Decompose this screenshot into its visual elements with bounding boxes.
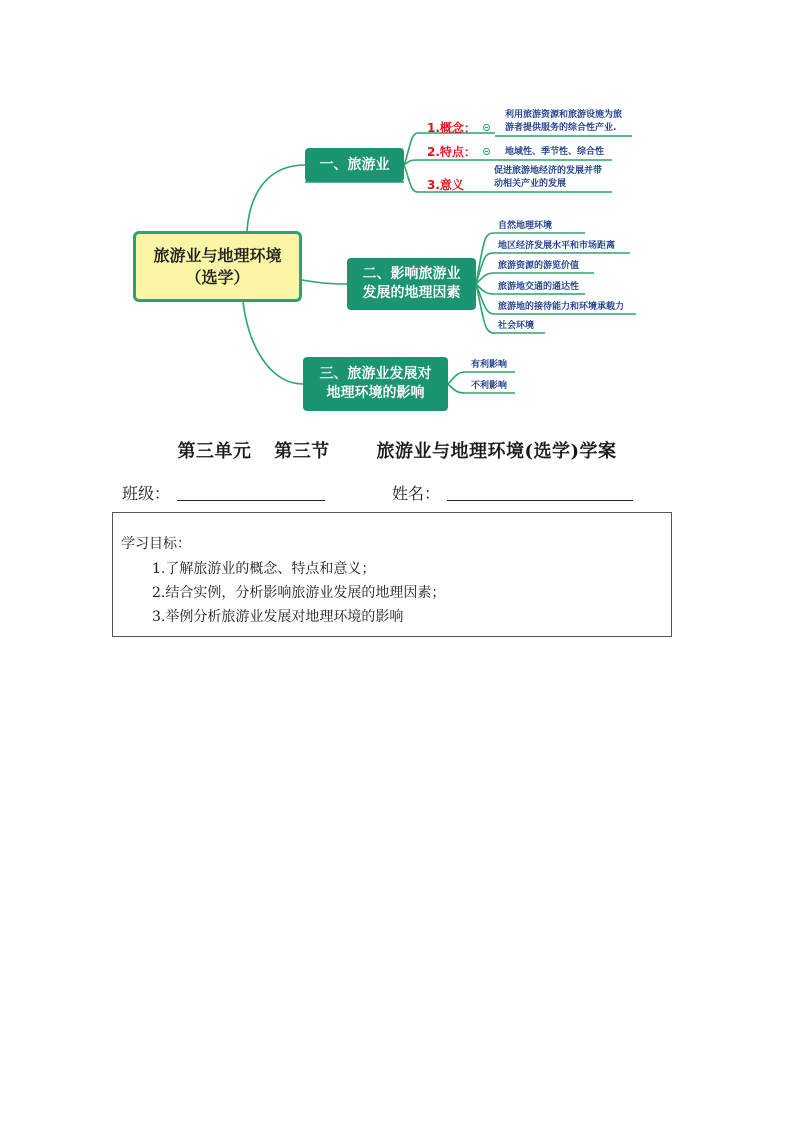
factor-item: 旅游资源的游览价值 (498, 261, 580, 271)
mind-map (0, 0, 794, 420)
mind-map-root: 旅游业与地理环境（选学） (133, 231, 302, 302)
collapse-icon[interactable] (483, 124, 490, 131)
meaning-text (494, 165, 602, 191)
meaning-label: 3.意义 (427, 178, 464, 192)
concept-text (505, 109, 622, 135)
factor-item: 旅游地交通的通达性 (498, 282, 580, 292)
connector-root-branch1 (247, 165, 305, 231)
class-label: 班级： (122, 484, 171, 503)
branch-influencing-factors-line2: 发展的地理因素 (362, 285, 461, 301)
feature-text: 地域性、季节性、综合性 (505, 147, 605, 157)
factor-item: 地区经济发展水平和市场距离 (498, 241, 616, 251)
title-unit: 第三单元 (177, 441, 252, 462)
branch-environment-impact (303, 357, 448, 411)
concept-label: 1.概念： (427, 121, 476, 135)
title-section: 第三节 (274, 441, 330, 462)
branch-environment-impact-line1: 三、旅游业发展对 (319, 366, 432, 383)
impact-item-positive: 有利影响 (471, 360, 508, 370)
meaning-text-line2: 动相关产业的发展 (494, 179, 567, 190)
branch-influencing-factors-line1: 二、影响旅游业 (362, 266, 461, 283)
title-topic: 旅游业与地理环境(选学)学案 (376, 441, 617, 462)
page-title (0, 437, 794, 463)
class-field[interactable] (177, 482, 325, 501)
learning-objectives-box (112, 512, 672, 637)
factor-item: 自然地理环境 (498, 221, 553, 231)
connector-root-branch3 (243, 302, 303, 384)
name-label: 姓名： (392, 484, 441, 503)
impact-item-negative: 不利影响 (471, 381, 508, 391)
objective-item: 2.结合实例，分析影响旅游业发展的地理因素； (152, 585, 446, 601)
concept-text-line1: 利用旅游资源和旅游设施为旅 (505, 110, 623, 120)
name-field[interactable] (447, 482, 633, 501)
objective-item: 1.了解旅游业的概念、特点和意义； (152, 561, 376, 577)
concept-text-line2: 游者提供服务的综合性产业. (505, 123, 617, 134)
branch-tourism: 一、旅游业 (305, 148, 404, 182)
connector-b1-feature (404, 160, 495, 165)
collapse-icon[interactable] (483, 148, 490, 155)
branch-environment-impact-line2: 地理环境的影响 (326, 385, 425, 401)
meaning-text-line1: 促进旅游地经济的发展并带 (494, 166, 603, 176)
connector-root-branch2 (302, 280, 347, 284)
feature-label: 2.特点： (427, 145, 476, 159)
branch-influencing-factors (347, 258, 476, 310)
objectives-heading: 学习目标： (121, 536, 191, 552)
objective-item: 3.举例分析旅游业发展对地理环境的影响 (152, 609, 404, 625)
factor-item: 旅游地的接待能力和环境承载力 (498, 302, 625, 312)
factor-item: 社会环境 (498, 321, 535, 331)
